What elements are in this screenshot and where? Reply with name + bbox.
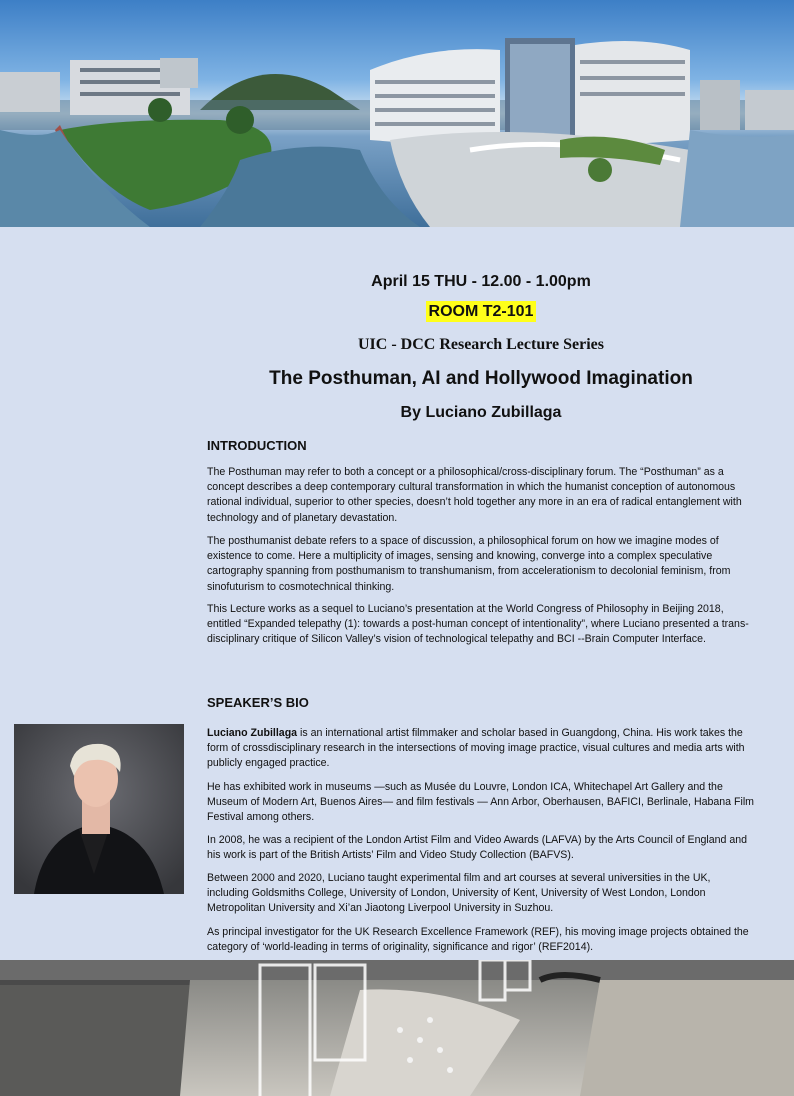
footer-architecture-photo (0, 960, 794, 1096)
intro-paragraph: The posthumanist debate refers to a space of discussion, a philosophical forum on how we imagine modes of existence to come. Here a multiplicity of images, sensing and knowing, converge into a complex speculative cartography spanning from posthumanism to transhumanism, from accelerationism to decolonial feminism, from sinofuturism to cosmotechnical thinking. (207, 535, 731, 593)
intro-paragraph: This Lecture works as a sequel to Luciano’s presentation at the World Congress of Philosophy in Beijing 2018, entitled “Expanded telepathy (1): towards a post-human concept of intentionality”, where Luciano presented a trans-disciplinary critique of Silicon Valley’s vision of technological telepathy and BCI --Brain Computer Interface. (207, 603, 749, 646)
speaker-portrait (14, 724, 184, 894)
intro-paragraph: The Posthuman may refer to both a concept or a philosophical/cross-disciplinary forum. The “Posthuman” as a concept describes a deep contemporary cultural transformation in which the humanist conception of autonomous rational individual, superior to other species, doesn’t hold together any more in an era of radical entanglement with technology and of planetary devastation. (207, 466, 742, 524)
lecture-series: UIC - DCC Research Lecture Series (357, 336, 604, 353)
lecture-title: The Posthuman, AI and Hollywood Imagination (269, 368, 693, 389)
campus-panorama-photo (0, 0, 794, 227)
bio-paragraph: In 2008, he was a recipient of the London Artist Film and Video Awards (LAFVA) by the Arts Council of England and his work is part of the British Artists’ Film and Video Study Collection (BAFVS). (207, 834, 748, 862)
bio-paragraph: Between 2000 and 2020, Luciano taught experimental film and art courses at several universities in the UK, including Goldsmiths College, University of London, University of Kent, University of West London, London Metropolitan University and Xi’an Jiaotong Liverpool University in Suzhou. (207, 872, 711, 915)
speaker-byline: By Luciano Zubillaga (400, 404, 562, 421)
introduction-heading: INTRODUCTION (207, 438, 307, 453)
speaker-name: Luciano Zubillaga (207, 727, 298, 739)
event-room (0, 303, 794, 321)
bio-paragraph: He has exhibited work in museums —such as Musée du Louvre, London ICA, Whitechapel Art Gallery and the Museum of Modern Art, Buenos Aires— and film festivals — Ann Arbor, Oberhausen, BAFICI, Berlinale, Habana Film Festival among others. (207, 781, 755, 824)
bio-paragraph: As principal investigator for the UK Research Excellence Framework (REF), his moving image projects obtained the category of ‘world-leading in terms of originality, significance and rigor’ (REF2014). (207, 926, 749, 954)
event-date-time: April 15 THU - 12.00 - 1.00pm (371, 273, 591, 290)
speaker-bio-heading: SPEAKER’S BIO (207, 695, 309, 710)
bio-paragraph: Luciano Zubillaga is an international artist filmmaker and scholar based in Guangdong, China. His work takes the form of crossdisciplinary research in the intersections of moving image practice, visual cultures and media arts with publicly engaged practice. (207, 727, 745, 770)
room-highlight: ROOM T2-101 (426, 301, 537, 322)
